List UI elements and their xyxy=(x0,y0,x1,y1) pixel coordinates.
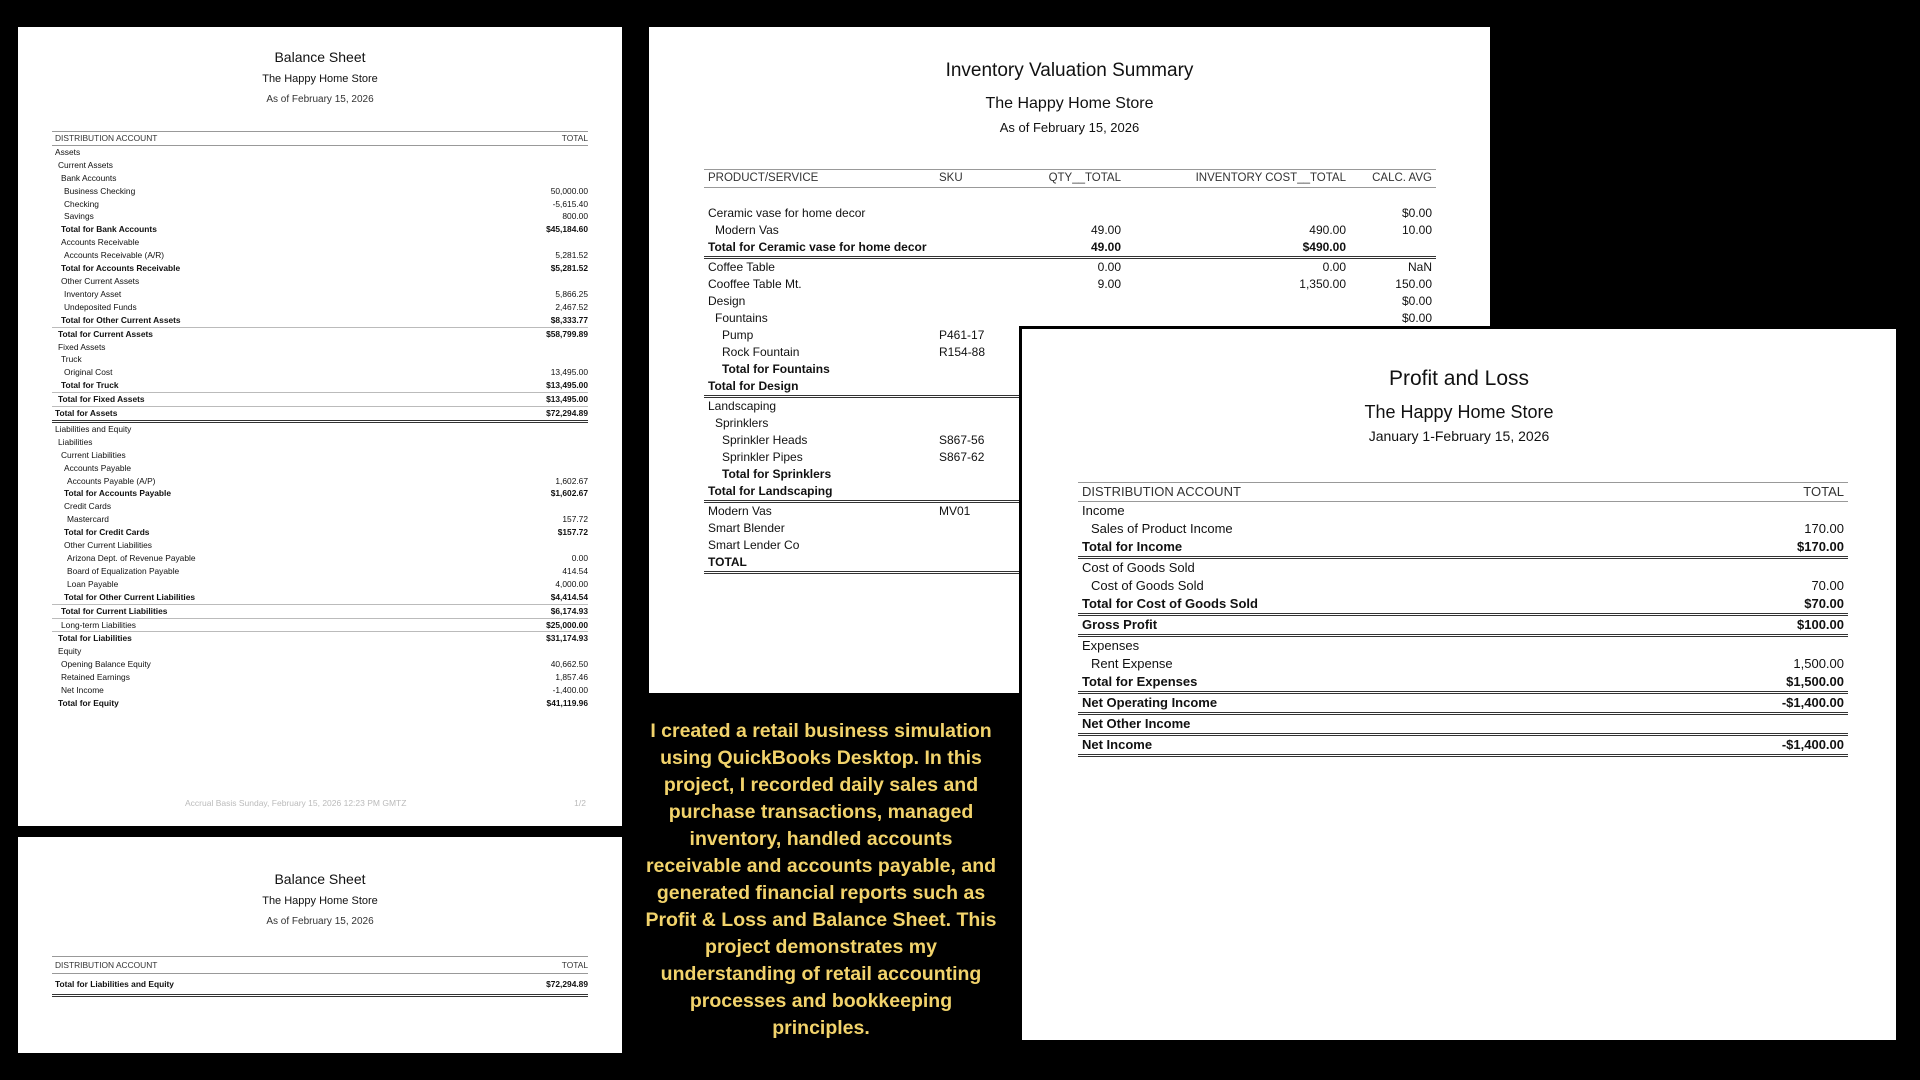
table-row xyxy=(52,288,588,301)
row-value xyxy=(488,145,588,158)
row-product: Landscaping xyxy=(708,399,777,413)
table-row xyxy=(52,671,588,684)
row-product: Total for Sprinklers xyxy=(722,467,832,481)
row-value: 13,495.00 xyxy=(550,367,588,378)
row-avg: NaN xyxy=(1407,260,1432,274)
report-date: As of February 15, 2026 xyxy=(999,120,1140,135)
row-cost xyxy=(1121,310,1346,327)
row-sku: MV01 xyxy=(939,504,971,518)
column-header-product: PRODUCT/SERVICE xyxy=(704,170,939,188)
table-row xyxy=(52,301,588,314)
table-row xyxy=(52,275,588,288)
row-value xyxy=(488,172,588,185)
row-product: Total for Landscaping xyxy=(704,483,939,502)
row-avg: $0.00 xyxy=(1401,206,1432,220)
company-name: The Happy Home Store xyxy=(985,95,1154,112)
row-product: Total for Design xyxy=(704,378,939,397)
row-qty: 0.00 xyxy=(1097,260,1121,274)
row-label: Total for Current Assets xyxy=(52,327,488,340)
footer-basis: Accrual Basis Sunday, February 15, 2026 12:23 PM GMTZ xyxy=(185,798,407,808)
row-product: Pump xyxy=(722,328,754,342)
table-row xyxy=(52,513,588,526)
table-row xyxy=(52,697,588,710)
row-qty: 9.00 xyxy=(1097,277,1121,291)
row-value: $41,119.96 xyxy=(546,697,588,708)
row-value: 5,866.25 xyxy=(555,288,588,299)
table-row xyxy=(52,578,588,591)
row-value xyxy=(488,462,588,475)
row-value: 157.72 xyxy=(562,514,588,525)
row-value: $170.00 xyxy=(1678,538,1848,558)
row-product: Rock Fountain xyxy=(722,345,800,359)
row-label: Liabilities xyxy=(58,436,93,447)
row-value: 414.54 xyxy=(562,565,588,576)
row-cost: 1,350.00 xyxy=(1299,277,1346,291)
row-label: Total for Liabilities and Equity xyxy=(52,974,488,996)
row-value: -$1,400.00 xyxy=(1678,735,1848,756)
row-value: $1,602.67 xyxy=(550,488,588,499)
table-row xyxy=(52,379,588,392)
row-label: Net Operating Income xyxy=(1078,693,1678,714)
column-header-total: TOTAL xyxy=(1678,483,1848,502)
row-value xyxy=(1678,714,1848,735)
report-date: As of February 15, 2026 xyxy=(266,916,374,927)
project-description: I created a retail business simulation using QuickBooks Desktop. In this project, I recorded daily sales and purchase transactions, managed inventory, handled accounts receivable and accounts payable, and generated financial reports such as Profit & Loss and Balance Sheet. This project demonstrates my understanding of retail accounting processes and bookkeeping principles. xyxy=(645,720,997,1039)
table-row xyxy=(1078,595,1848,615)
table-row xyxy=(52,436,588,449)
table-row xyxy=(52,421,588,435)
row-label: Arizona Dept. of Revenue Payable xyxy=(67,553,196,563)
row-label: Income xyxy=(1082,503,1125,518)
row-label: Bank Accounts xyxy=(61,172,117,183)
table-row xyxy=(52,353,588,366)
table-row xyxy=(1078,655,1848,673)
row-value: 50,000.00 xyxy=(550,185,588,196)
row-product: TOTAL xyxy=(704,554,939,573)
report-title: Balance Sheet xyxy=(274,871,366,887)
row-label: Loan Payable xyxy=(67,578,119,589)
row-product: Sprinklers xyxy=(715,416,769,430)
table-row xyxy=(52,539,588,552)
row-label: Mastercard xyxy=(67,514,109,525)
row-avg: $0.00 xyxy=(1401,294,1432,308)
table-row xyxy=(52,327,588,340)
row-sku xyxy=(939,415,1019,432)
row-product: Sprinkler Pipes xyxy=(722,450,803,464)
table-row xyxy=(1078,558,1848,578)
row-label: Total for Assets xyxy=(52,407,488,422)
row-product: Total for Ceramic vase for home decor xyxy=(704,239,939,258)
row-label: Total for Other Current Assets xyxy=(61,314,181,325)
row-value: $31,174.93 xyxy=(488,632,588,645)
row-value: 40,662.50 xyxy=(550,659,588,670)
table-row xyxy=(52,210,588,223)
row-sku xyxy=(939,520,1019,537)
row-value xyxy=(488,159,588,172)
row-qty: 49.00 xyxy=(1019,239,1121,258)
table-header xyxy=(52,132,588,146)
row-sku xyxy=(939,222,1019,239)
row-value: $157.72 xyxy=(557,527,588,538)
row-value xyxy=(488,275,588,288)
row-value: $72,294.89 xyxy=(488,974,588,996)
row-product: Ceramic vase for home decor xyxy=(708,206,866,220)
row-label: Business Checking xyxy=(64,185,136,196)
row-sku: S867-62 xyxy=(939,450,985,464)
table-row xyxy=(52,314,588,327)
spacer-row xyxy=(704,188,1436,206)
row-label: Undeposited Funds xyxy=(64,301,137,312)
row-sku xyxy=(939,483,1019,502)
table-row xyxy=(1078,538,1848,558)
row-sku xyxy=(939,378,1019,397)
profit-loss-table xyxy=(1078,482,1848,757)
report-date: January 1-February 15, 2026 xyxy=(1368,428,1550,444)
table-row xyxy=(52,974,588,996)
row-label: Assets xyxy=(55,146,81,157)
column-header-account: DISTRIBUTION ACCOUNT xyxy=(1078,483,1678,502)
table-row xyxy=(52,198,588,211)
table-row xyxy=(52,449,588,462)
row-value: $4,414.54 xyxy=(550,591,588,602)
row-value: $70.00 xyxy=(1678,595,1848,615)
row-sku xyxy=(939,205,1019,222)
table-row xyxy=(704,276,1436,293)
balance-sheet-table xyxy=(52,956,588,997)
table-row xyxy=(704,293,1436,310)
column-header-avg: CALC. AVG xyxy=(1346,170,1436,188)
table-row xyxy=(52,145,588,158)
row-label: Net Income xyxy=(61,685,104,696)
row-cost xyxy=(1121,205,1346,222)
table-row xyxy=(52,604,588,618)
table-row xyxy=(1078,636,1848,656)
row-label: Total for Fixed Assets xyxy=(52,393,488,407)
report-title: Balance Sheet xyxy=(274,49,366,65)
row-label: Truck xyxy=(61,354,82,365)
row-value xyxy=(488,341,588,354)
table-row xyxy=(52,565,588,578)
row-value: $58,799.89 xyxy=(488,327,588,340)
table-row xyxy=(704,310,1436,327)
row-label: Total for Accounts Payable xyxy=(64,488,172,499)
balance-sheet-page-2 xyxy=(18,837,622,1053)
row-product: Cooffee Table Mt. xyxy=(708,277,802,291)
row-sku xyxy=(939,239,1019,258)
row-label: Gross Profit xyxy=(1078,615,1678,636)
table-row xyxy=(52,552,588,565)
row-value: 5,281.52 xyxy=(555,250,588,261)
row-value: 4,000.00 xyxy=(555,578,588,589)
row-label: Liabilities and Equity xyxy=(52,421,488,435)
row-label: Cost of Goods Sold xyxy=(1082,560,1195,575)
row-sku xyxy=(939,258,1019,277)
table-row xyxy=(52,684,588,697)
table-row xyxy=(704,205,1436,222)
table-row xyxy=(52,658,588,671)
row-cost xyxy=(1121,293,1346,310)
table-row xyxy=(52,159,588,172)
row-value: $72,294.89 xyxy=(488,407,588,422)
column-header-account: DISTRIBUTION ACCOUNT xyxy=(52,957,488,974)
row-sku xyxy=(939,554,1019,573)
row-product: Smart Blender xyxy=(708,521,785,535)
table-row xyxy=(52,487,588,500)
table-row xyxy=(52,526,588,539)
row-label: Other Current Assets xyxy=(61,275,140,286)
row-value xyxy=(488,645,588,658)
row-sku: R154-88 xyxy=(939,345,986,359)
row-value xyxy=(488,421,588,435)
row-value: $6,174.93 xyxy=(488,604,588,618)
table-row xyxy=(52,262,588,275)
table-row xyxy=(52,462,588,475)
row-label: Total for Credit Cards xyxy=(64,527,150,538)
table-row xyxy=(52,645,588,658)
row-label: Opening Balance Equity xyxy=(61,659,151,670)
row-label: Other Current Liabilities xyxy=(64,540,152,551)
row-label: Accounts Receivable (A/R) xyxy=(64,250,165,261)
table-row xyxy=(1078,502,1848,521)
row-label: Total for Current Liabilities xyxy=(52,604,488,618)
row-label: Total for Income xyxy=(1078,538,1678,558)
table-header xyxy=(704,170,1436,188)
row-value: $8,333.77 xyxy=(550,314,588,325)
row-label: Inventory Asset xyxy=(64,288,122,299)
report-title: Profit and Loss xyxy=(1388,367,1530,390)
row-value: 1,602.67 xyxy=(555,475,588,486)
row-product: Coffee Table xyxy=(708,260,775,274)
profit-and-loss-page xyxy=(1019,326,1896,1040)
row-value: -5,615.40 xyxy=(552,198,588,209)
row-value: -1,400.00 xyxy=(552,685,588,696)
table-row xyxy=(52,341,588,354)
row-avg: 150.00 xyxy=(1395,277,1432,291)
row-label: Rent Expense xyxy=(1091,656,1173,671)
row-label: Net Income xyxy=(1078,735,1678,756)
row-label: Retained Earnings xyxy=(61,672,130,683)
table-header xyxy=(52,957,588,974)
row-sku xyxy=(939,466,1019,483)
row-value: 2,467.52 xyxy=(555,301,588,312)
table-row xyxy=(704,258,1436,277)
row-label: Total for Expenses xyxy=(1078,673,1678,693)
row-value xyxy=(488,539,588,552)
row-sku: P461-17 xyxy=(939,328,985,342)
row-sku: S867-56 xyxy=(939,433,985,447)
table-row xyxy=(1078,520,1848,538)
row-sku xyxy=(939,293,1019,310)
row-label: Savings xyxy=(64,211,94,222)
row-value xyxy=(488,353,588,366)
row-label: Original Cost xyxy=(64,367,113,378)
row-product: Smart Lender Co xyxy=(708,538,800,552)
table-row xyxy=(1078,615,1848,636)
row-label: Fixed Assets xyxy=(58,341,106,352)
row-cost: 490.00 xyxy=(1309,223,1346,237)
row-label: Current Assets xyxy=(58,159,113,170)
row-value: $45,184.60 xyxy=(546,224,588,235)
column-header-qty: QTY__TOTAL xyxy=(1019,170,1121,188)
report-title: Inventory Valuation Summary xyxy=(945,60,1194,81)
row-label: Cost of Goods Sold xyxy=(1091,578,1204,593)
table-row xyxy=(52,249,588,262)
table-row xyxy=(52,185,588,198)
table-row xyxy=(1078,693,1848,714)
row-label: Total for Accounts Receivable xyxy=(61,263,181,274)
row-value: 0.00 xyxy=(571,553,588,563)
row-value: $5,281.52 xyxy=(550,263,588,274)
table-row xyxy=(1078,735,1848,756)
row-label: Net Other Income xyxy=(1078,714,1678,735)
row-label: Board of Equalization Payable xyxy=(67,565,180,576)
row-avg xyxy=(1346,239,1436,258)
row-product: Design xyxy=(708,294,746,308)
row-product: Modern Vas xyxy=(715,223,779,237)
report-date: As of February 15, 2026 xyxy=(266,94,374,105)
table-row xyxy=(52,591,588,604)
row-value: $100.00 xyxy=(1678,615,1848,636)
company-name: The Happy Home Store xyxy=(262,895,378,907)
row-label: Accounts Receivable xyxy=(61,237,140,248)
table-row xyxy=(704,222,1436,239)
row-sku xyxy=(939,310,1019,327)
row-value xyxy=(488,449,588,462)
table-row xyxy=(52,223,588,236)
row-value: $13,495.00 xyxy=(546,380,588,391)
table-row xyxy=(52,407,588,422)
column-header-sku: SKU xyxy=(939,170,1019,188)
row-sku xyxy=(939,537,1019,554)
row-qty: 49.00 xyxy=(1090,223,1121,237)
row-product: Fountains xyxy=(715,311,768,325)
row-value xyxy=(1678,558,1848,578)
row-sku xyxy=(939,276,1019,293)
row-label: Accounts Payable xyxy=(64,462,132,473)
row-label: Total for Truck xyxy=(61,380,119,391)
row-label: Total for Bank Accounts xyxy=(61,224,157,235)
row-qty xyxy=(1019,205,1121,222)
table-row xyxy=(1078,673,1848,693)
row-label: Credit Cards xyxy=(64,501,112,512)
row-label: Total for Cost of Goods Sold xyxy=(1078,595,1678,615)
table-row xyxy=(52,172,588,185)
row-value xyxy=(488,436,588,449)
table-row xyxy=(52,618,588,632)
row-label: Checking xyxy=(64,198,99,209)
row-value: $13,495.00 xyxy=(488,393,588,407)
row-value: 1,857.46 xyxy=(555,672,588,683)
row-label: Total for Equity xyxy=(58,697,119,708)
table-row xyxy=(52,366,588,379)
row-sku xyxy=(939,397,1019,416)
row-label: Sales of Product Income xyxy=(1091,521,1233,536)
column-header-account: DISTRIBUTION ACCOUNT xyxy=(52,132,488,146)
column-header-cost: INVENTORY COST__TOTAL xyxy=(1121,170,1346,188)
row-value xyxy=(1678,636,1848,656)
company-name: The Happy Home Store xyxy=(1364,402,1554,422)
row-cost: 0.00 xyxy=(1322,260,1346,274)
row-cost: $490.00 xyxy=(1121,239,1346,258)
row-product: Sprinkler Heads xyxy=(722,433,808,447)
row-value: -$1,400.00 xyxy=(1678,693,1848,714)
balance-sheet-page-1 xyxy=(18,27,622,826)
row-label: Long-term Liabilities xyxy=(52,618,488,632)
row-value: $25,000.00 xyxy=(488,618,588,632)
row-avg: $0.00 xyxy=(1401,311,1432,325)
row-label: Expenses xyxy=(1082,638,1140,653)
footer-page: 1/2 xyxy=(574,798,586,808)
table-row xyxy=(52,475,588,488)
row-qty xyxy=(1019,310,1121,327)
row-label: Total for Other Current Liabilities xyxy=(64,591,196,602)
row-label: Current Liabilities xyxy=(61,449,126,460)
row-value xyxy=(488,236,588,249)
row-product: Modern Vas xyxy=(708,504,772,518)
row-label: Equity xyxy=(58,646,82,657)
row-product: Total for Fountains xyxy=(722,362,830,376)
row-label: Total for Liabilities xyxy=(52,632,488,645)
row-value: $1,500.00 xyxy=(1678,673,1848,693)
table-row xyxy=(704,239,1436,258)
row-value xyxy=(1678,502,1848,521)
table-row xyxy=(52,632,588,645)
company-name: The Happy Home Store xyxy=(262,73,378,85)
balance-sheet-table xyxy=(52,131,588,710)
column-header-total: TOTAL xyxy=(488,957,588,974)
table-header xyxy=(1078,483,1848,502)
table-row xyxy=(1078,714,1848,735)
row-value: 70.00 xyxy=(1811,578,1844,593)
row-avg: 10.00 xyxy=(1401,223,1432,237)
column-header-total: TOTAL xyxy=(488,132,588,146)
table-row xyxy=(1078,577,1848,595)
row-value xyxy=(488,500,588,513)
row-sku xyxy=(939,361,1019,378)
row-value: 170.00 xyxy=(1804,521,1844,536)
row-label: Accounts Payable (A/P) xyxy=(67,475,156,486)
table-row xyxy=(52,236,588,249)
table-row xyxy=(52,500,588,513)
row-value: 800.00 xyxy=(562,211,588,222)
table-row xyxy=(52,393,588,407)
row-value: 1,500.00 xyxy=(1793,656,1844,671)
row-qty xyxy=(1019,293,1121,310)
